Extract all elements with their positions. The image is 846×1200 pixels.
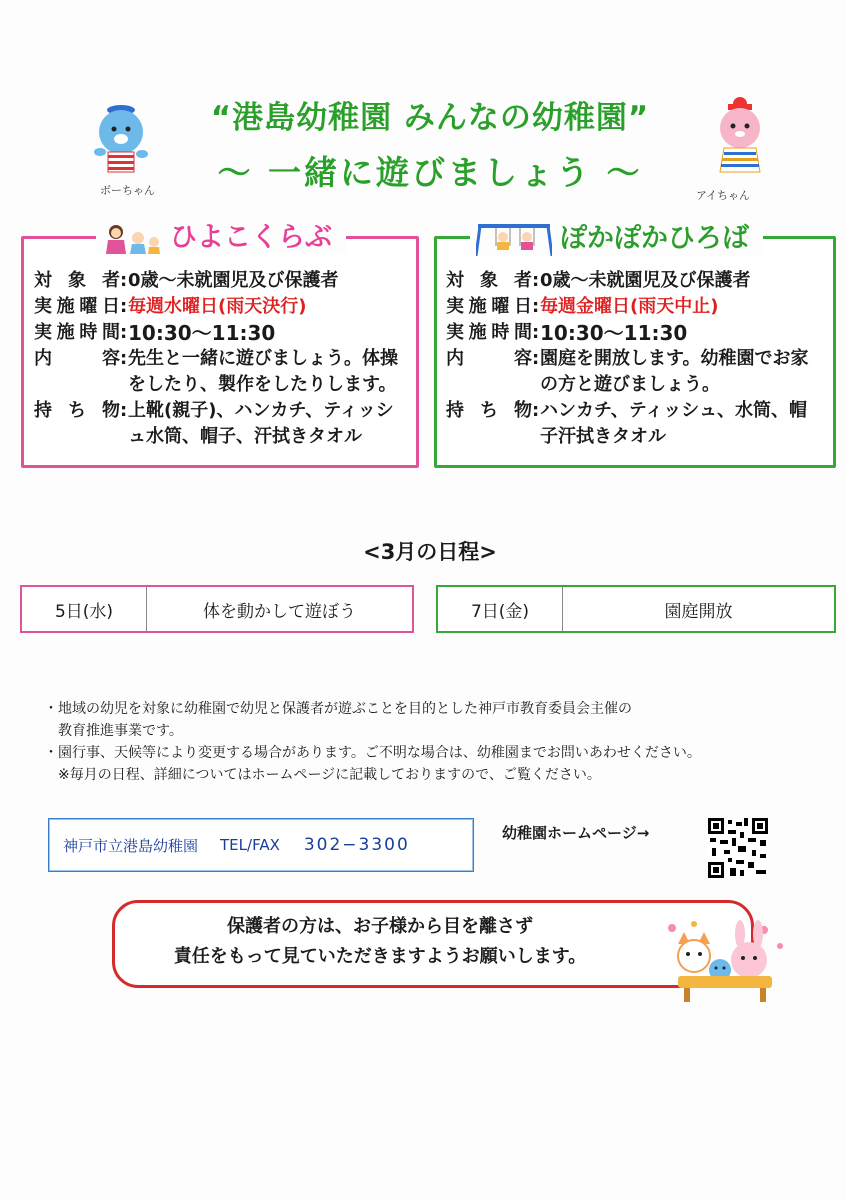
- pokapoka-header: [470, 222, 763, 256]
- info-key: 持ち物: [446, 400, 532, 421]
- title-line1: “港島幼稚園 みんなの幼稚園”: [210, 100, 650, 136]
- schedule-right: [436, 585, 836, 633]
- bo-chan-illustration: [88, 102, 158, 180]
- hiyoko-header: [96, 222, 346, 254]
- info-key: 内容: [34, 348, 120, 369]
- school-name: 神戸市立港島幼稚園: [63, 836, 199, 855]
- tel-label: TEL/FAX: [220, 836, 280, 854]
- qr-code[interactable]: [708, 818, 768, 878]
- pokapoka-info: [446, 268, 824, 450]
- note-line: ※毎月の日程、詳細についてはホームページに記載しておりますので、ご覧ください。: [58, 767, 601, 783]
- schedule-date: 5日(水): [22, 587, 147, 631]
- info-key: 内容: [446, 348, 532, 369]
- schedule-left: [20, 585, 414, 633]
- schedule-heading: <3月の日程>: [363, 540, 497, 564]
- schedule-event: 園庭開放: [664, 601, 733, 622]
- title-line2: 〜 一緒に遊びましょう 〜: [217, 153, 643, 192]
- homepage-label: 幼稚園ホームページ→: [502, 824, 650, 842]
- info-key: 実施時間: [446, 322, 532, 343]
- hiyoko-row-day: 実施曜日 : 毎週水曜日(雨天決行): [34, 294, 406, 320]
- pokapoka-row-target: 対象者 : 0歳〜未就園児及び保護者: [446, 268, 824, 294]
- info-key: 実施曜日: [446, 296, 532, 317]
- info-value: 0歳〜未就園児及び保護者: [128, 270, 339, 291]
- ai-chan-illustration: [704, 96, 774, 182]
- note-line: ・地域の幼児を対象に幼稚園で幼児と保護者が遊ぶことを目的とした神戸市教育委員会主催の: [44, 701, 632, 717]
- info-key: 実施曜日: [34, 296, 120, 317]
- bo-chan-label: ボーちゃん: [100, 184, 155, 197]
- schedule-event: 体を動かして遊ぼう: [203, 601, 356, 622]
- info-value: 0歳〜未就園児及び保護者: [540, 270, 751, 291]
- hiyoko-title: ひよこくらぶ: [162, 223, 340, 253]
- ai-chan-label: アイちゃん: [696, 189, 751, 202]
- info-value: 園庭を開放します。幼稚園でお家の方と遊びましょう。: [540, 348, 809, 395]
- info-key: 対象者: [446, 270, 532, 291]
- notes: [44, 698, 824, 786]
- pokapoka-row-day: 実施曜日 : 毎週金曜日(雨天中止): [446, 294, 824, 320]
- swing-illustration: [476, 222, 552, 256]
- info-key: 持ち物: [34, 400, 120, 421]
- pokapoka-row-time: 実施時間 : 10:30〜11:30: [446, 320, 824, 346]
- hiyoko-row-items: 持ち物 : 上靴(親子)、ハンカチ、ティッシュ水筒、帽子、汗拭きタオル: [34, 398, 406, 450]
- hiyoko-row-time: 実施時間 : 10:30〜11:30: [34, 320, 406, 346]
- info-key: 実施時間: [34, 322, 120, 343]
- info-value: 毎週金曜日(雨天中止): [540, 296, 719, 317]
- animal-friends-illustration: [664, 918, 786, 1006]
- schedule-date: 7日(金): [438, 587, 563, 631]
- pokapoka-row-content: 内容 : 園庭を開放します。幼稚園でお家の方と遊びましょう。: [446, 346, 824, 398]
- info-key: 対象者: [34, 270, 120, 291]
- pokapoka-title: ぽかぽかひろば: [552, 224, 757, 254]
- hiyoko-row-content: 内容 : 先生と一緒に遊びましょう。体操をしたり、製作をしたりします。: [34, 346, 406, 398]
- info-value: ハンカチ、ティッシュ、水筒、帽子汗拭きタオル: [540, 400, 807, 447]
- contact-box: [48, 818, 474, 872]
- info-value: 毎週水曜日(雨天決行): [128, 296, 307, 317]
- info-value: 10:30〜11:30: [128, 321, 276, 345]
- info-value: 上靴(親子)、ハンカチ、ティッシュ水筒、帽子、汗拭きタオル: [128, 400, 394, 447]
- info-value: 10:30〜11:30: [540, 321, 688, 345]
- hiyoko-info: [34, 268, 406, 450]
- note-line: ・園行事、天候等により変更する場合があります。ご不明な場合は、幼稚園までお問いあわせください。: [44, 745, 701, 761]
- caution-line: 責任をもって見ていただきますようお願いします。: [173, 946, 587, 967]
- pokapoka-row-items: 持ち物 : ハンカチ、ティッシュ、水筒、帽子汗拭きタオル: [446, 398, 824, 450]
- info-value: 先生と一緒に遊びましょう。体操をしたり、製作をしたりします。: [128, 348, 398, 395]
- hiyoko-row-target: 対象者 : 0歳〜未就園児及び保護者: [34, 268, 406, 294]
- caution-line: 保護者の方は、お子様から目を離さず: [227, 916, 533, 937]
- note-line: 教育推進事業です。: [58, 723, 183, 739]
- mother-baby-illustration: [102, 222, 162, 254]
- tel-number: 302−3300: [303, 835, 410, 855]
- caution-text: [150, 912, 610, 972]
